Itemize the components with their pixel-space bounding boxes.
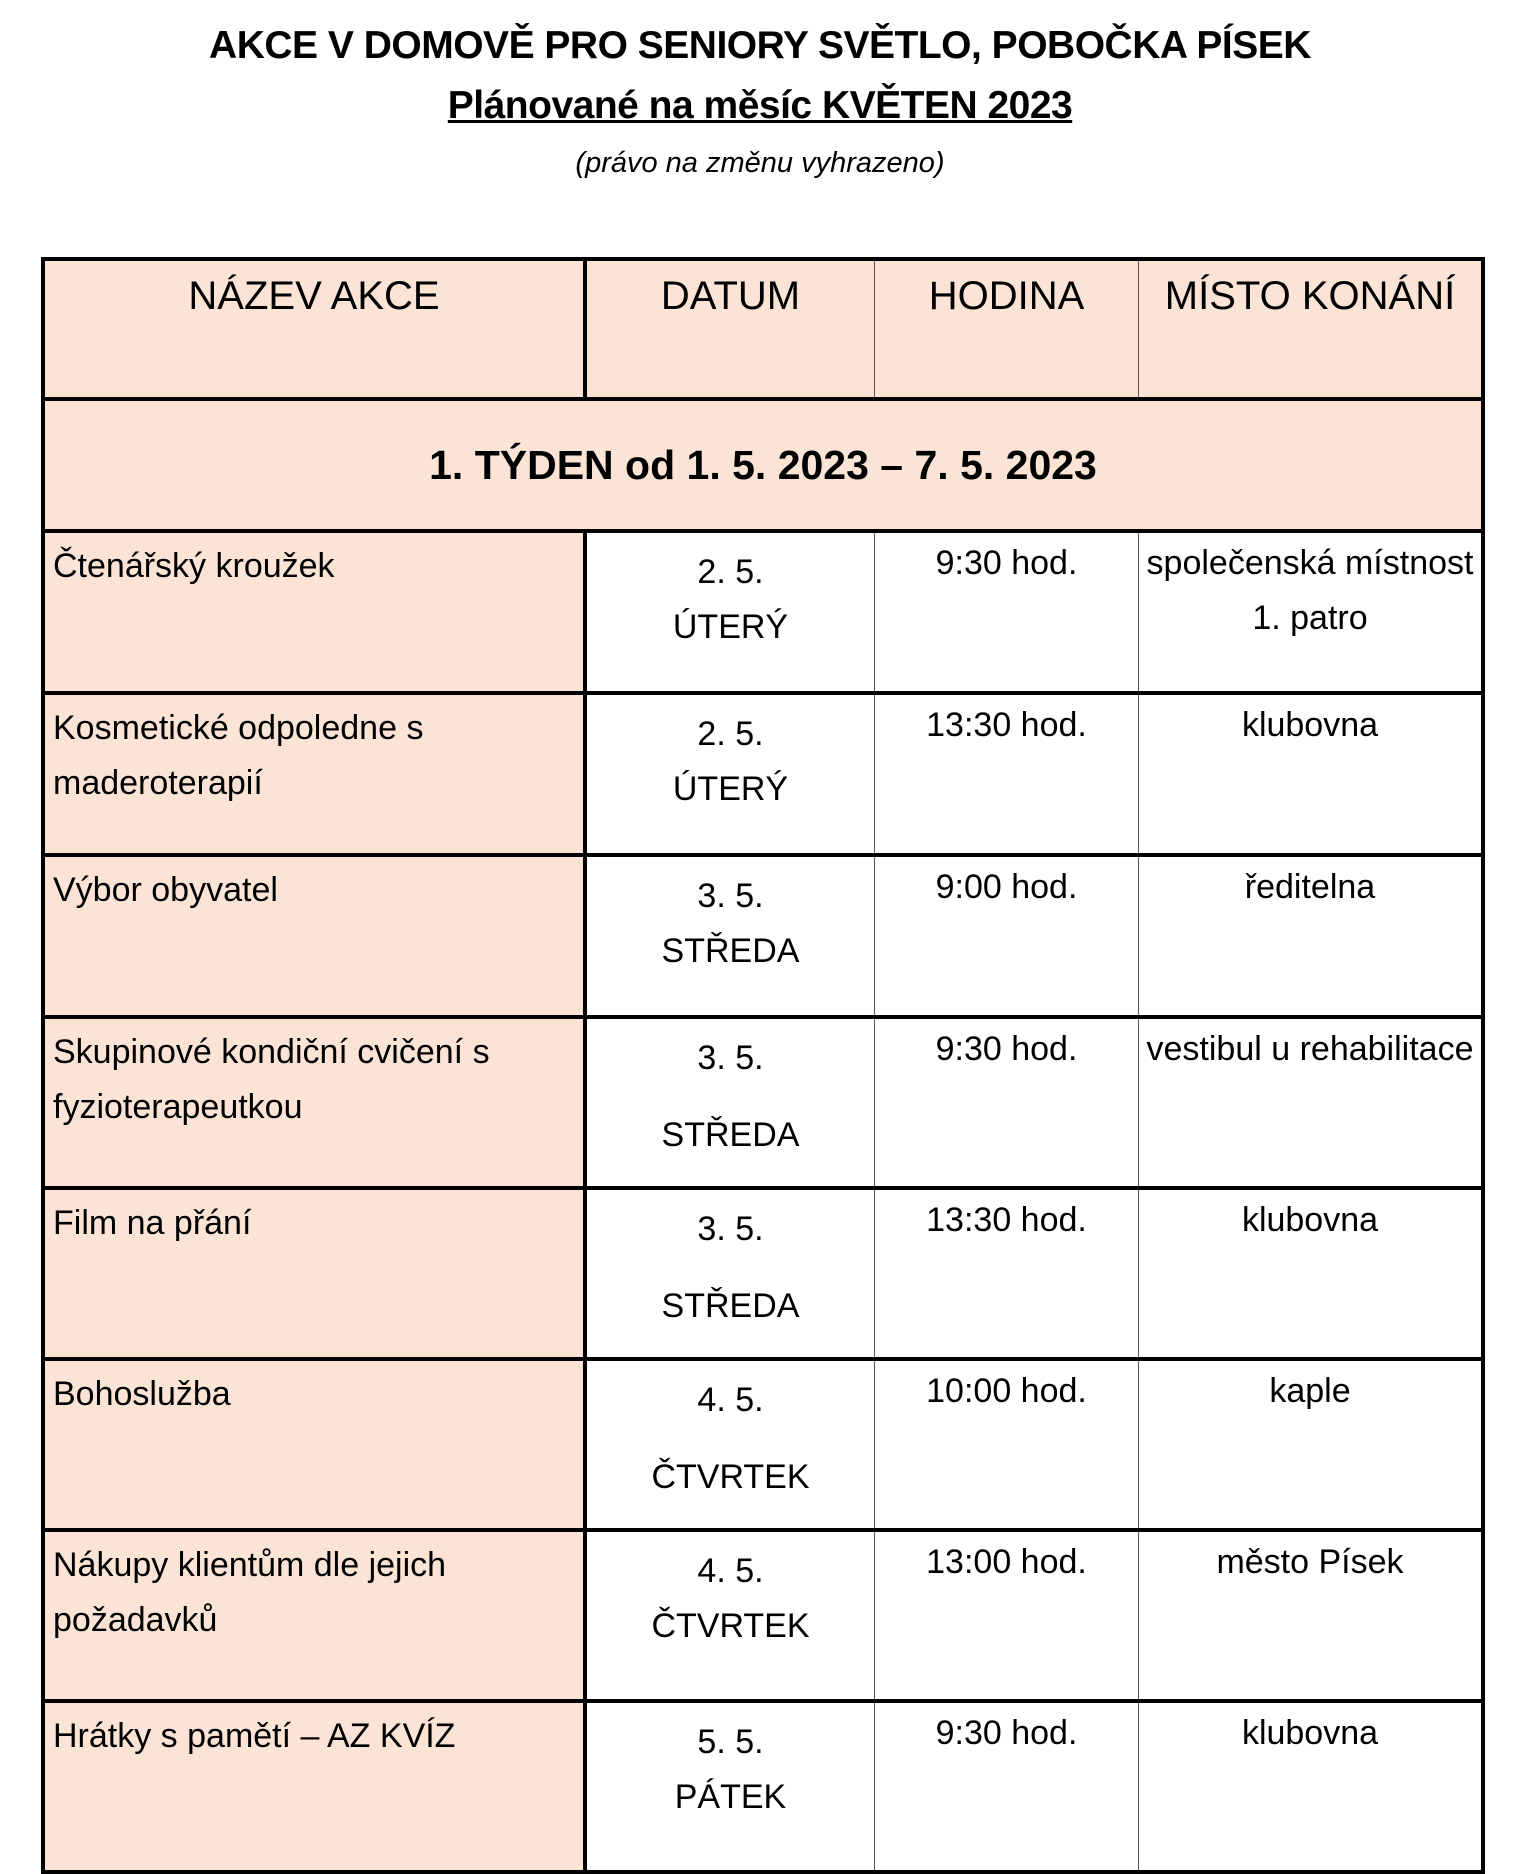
event-name: Výbor obyvatel: [43, 855, 585, 1017]
event-date-cell: [585, 693, 875, 855]
events-table: [41, 257, 1485, 1874]
event-time: 13:00 hod.: [875, 1530, 1139, 1701]
table-row: [43, 1701, 1483, 1872]
event-time: 9:00 hod.: [875, 855, 1139, 1017]
document-title: AKCE V DOMOVĚ PRO SENIORY SVĚTLO, POBOČKA PÍSEK: [209, 24, 1311, 67]
table-row: [43, 1359, 1483, 1530]
event-name: Bohoslužba: [43, 1359, 585, 1530]
table-row: [43, 1530, 1483, 1701]
event-day: STŘEDA: [661, 1287, 800, 1325]
event-date-cell: [585, 1701, 875, 1872]
table-row: [43, 693, 1483, 855]
event-date-cell: [585, 855, 875, 1017]
event-time: 9:30 hod.: [875, 1701, 1139, 1872]
event-date-cell: [585, 531, 875, 693]
event-date-cell: [585, 1017, 875, 1188]
event-time: 9:30 hod.: [875, 1017, 1139, 1188]
event-date-cell: [585, 1188, 875, 1359]
event-date: 3. 5.: [697, 1210, 764, 1248]
event-time: 10:00 hod.: [875, 1359, 1139, 1530]
table-header-row: [43, 259, 1483, 399]
event-time: 9:30 hod.: [875, 531, 1139, 693]
column-header-name: NÁZEV AKCE: [43, 259, 585, 399]
event-day: STŘEDA: [661, 932, 800, 970]
event-day: STŘEDA: [661, 1116, 800, 1154]
table-row: [43, 1188, 1483, 1359]
event-place: klubovna: [1241, 1714, 1379, 1752]
event-date: 3. 5.: [697, 877, 764, 915]
event-name: Hrátky s pamětí – AZ KVÍZ: [43, 1701, 585, 1872]
event-place: vestibul u rehabilitace: [1139, 1017, 1484, 1188]
column-header-time: HODINA: [875, 259, 1139, 399]
event-date: 2. 5.: [697, 715, 764, 753]
event-day: ČTVRTEK: [651, 1458, 810, 1496]
event-name: Nákupy klientům dle jejich požadavků: [43, 1530, 585, 1701]
column-header-place: MÍSTO KONÁNÍ: [1139, 259, 1484, 399]
event-place: ředitelna: [1139, 855, 1484, 1017]
event-place: kaple: [1139, 1359, 1484, 1530]
event-time: 13:30 hod.: [875, 1188, 1139, 1359]
event-place: klubovna: [1139, 1188, 1484, 1359]
event-date-cell: [585, 1530, 875, 1701]
event-date-cell: [585, 1359, 875, 1530]
event-place: město Písek: [1139, 1530, 1484, 1701]
disclaimer-note: (právo na změnu vyhrazeno): [575, 147, 945, 179]
event-place: společenská místnost 1. patro: [1139, 531, 1484, 693]
event-name: Čtenářský kroužek: [43, 531, 585, 693]
event-name: Film na přání: [43, 1188, 585, 1359]
table-row: [43, 531, 1483, 693]
event-day: ČTVRTEK: [651, 1607, 810, 1645]
document-subtitle: Plánované na měsíc KVĚTEN 2023: [447, 84, 1073, 127]
event-date: 4. 5.: [697, 1381, 764, 1419]
table-row: [43, 855, 1483, 1017]
event-name: Kosmetické odpoledne s maderoterapií: [43, 693, 585, 855]
event-time: 13:30 hod.: [875, 693, 1139, 855]
column-header-date: DATUM: [585, 259, 875, 399]
event-day: PÁTEK: [674, 1778, 787, 1816]
event-name: Skupinové kondiční cvičení s fyzioterapeutkou: [43, 1017, 585, 1188]
week-row: [43, 399, 1483, 531]
table-row: [43, 1017, 1483, 1188]
event-date: 5. 5.: [697, 1723, 764, 1761]
event-date: 3. 5.: [697, 1039, 764, 1077]
event-place: klubovna: [1139, 693, 1484, 855]
event-date: 4. 5.: [697, 1552, 764, 1590]
event-day: ÚTERÝ: [672, 608, 789, 646]
event-day: ÚTERÝ: [672, 770, 789, 808]
week-heading: 1. TÝDEN od 1. 5. 2023 – 7. 5. 2023: [43, 399, 1483, 531]
event-date: 2. 5.: [697, 553, 764, 591]
